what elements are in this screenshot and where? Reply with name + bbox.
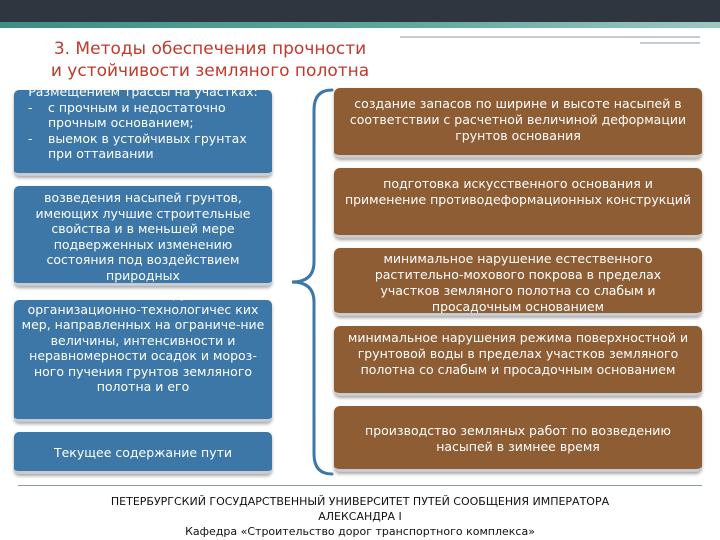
- decorative-line: [400, 36, 700, 38]
- list-item: - с прочным и недостаточно прочным основанием;: [28, 100, 266, 131]
- footer-university-cont: АЛЕКСАНДРА I: [318, 510, 402, 523]
- footer-department: Кафедра «Строительство дорог транспортного комплекса»: [185, 525, 535, 538]
- curly-brace: [284, 86, 334, 478]
- left-box-text: возведения насыпей грунтов, имеющих лучшие строительные свойства и в меньшей мере подверженных изменению состояния под воздействием природных: [35, 190, 251, 283]
- left-box-list: [20, 100, 266, 162]
- footer-divider: [18, 485, 702, 486]
- left-box-route-placement: [14, 84, 272, 176]
- right-box-winter-works: [334, 406, 702, 472]
- left-box-heading: Размещением трассы на участках:: [28, 84, 258, 99]
- slide-title: [20, 38, 400, 82]
- top-accent-bar: [0, 22, 720, 28]
- right-box-text: минимальное нарушения режима поверхностной и грунтовой воды в пределах участков земляного полотна со слабым и просадочным основанием: [347, 330, 689, 377]
- decorative-line-short: [640, 42, 700, 44]
- footer-university: ПЕТЕРБУРГСКИЙ ГОСУДАРСТВЕННЫЙ УНИВЕРСИТЕТ ПУТЕЙ СООБЩЕНИЯ ИМПЕРАТОРА: [110, 495, 610, 508]
- right-box-text: минимальное нарушение естественного растительно-мохового покрова в пределах участков земляного полотна со слабым и просадочным основанием: [374, 251, 662, 314]
- left-box-embankment-soils: [14, 186, 272, 286]
- right-box-text: создание запасов по ширине и высоте насыпей в соответствии с расчетной величиной деформации грунтов основания: [349, 96, 687, 143]
- list-item: - выемок в устойчивых грунтах при оттаивании: [28, 131, 266, 162]
- left-box-constructive-measures: [14, 286, 272, 422]
- left-box-text: использование конструктивных и организационно-технологичес ких мер, направленных на ограниче-ние величины, интенсивности и неравномерности осадок и мороз-ного пучения грунтов земляного полотна и его: [21, 286, 265, 394]
- footer: [0, 494, 720, 539]
- right-box-moss-cover: [334, 248, 702, 316]
- right-box-text: производство земляных работ по возведению насыпей в зимнее время: [365, 423, 671, 454]
- title-line-1: 3. Методы обеспечения прочности: [53, 39, 367, 59]
- right-box-water-regime: [334, 326, 702, 396]
- right-box-artificial-base: [334, 168, 702, 238]
- top-bar: [0, 0, 720, 22]
- title-line-2: и устойчивости земляного полотна: [50, 61, 370, 81]
- left-box-text: Текущее содержание пути: [53, 445, 233, 460]
- left-box-track-maintenance: [14, 432, 272, 474]
- right-box-reserves: [334, 88, 702, 158]
- right-box-text: подготовка искусственного основания и применение противодеформационных конструкций: [344, 176, 692, 207]
